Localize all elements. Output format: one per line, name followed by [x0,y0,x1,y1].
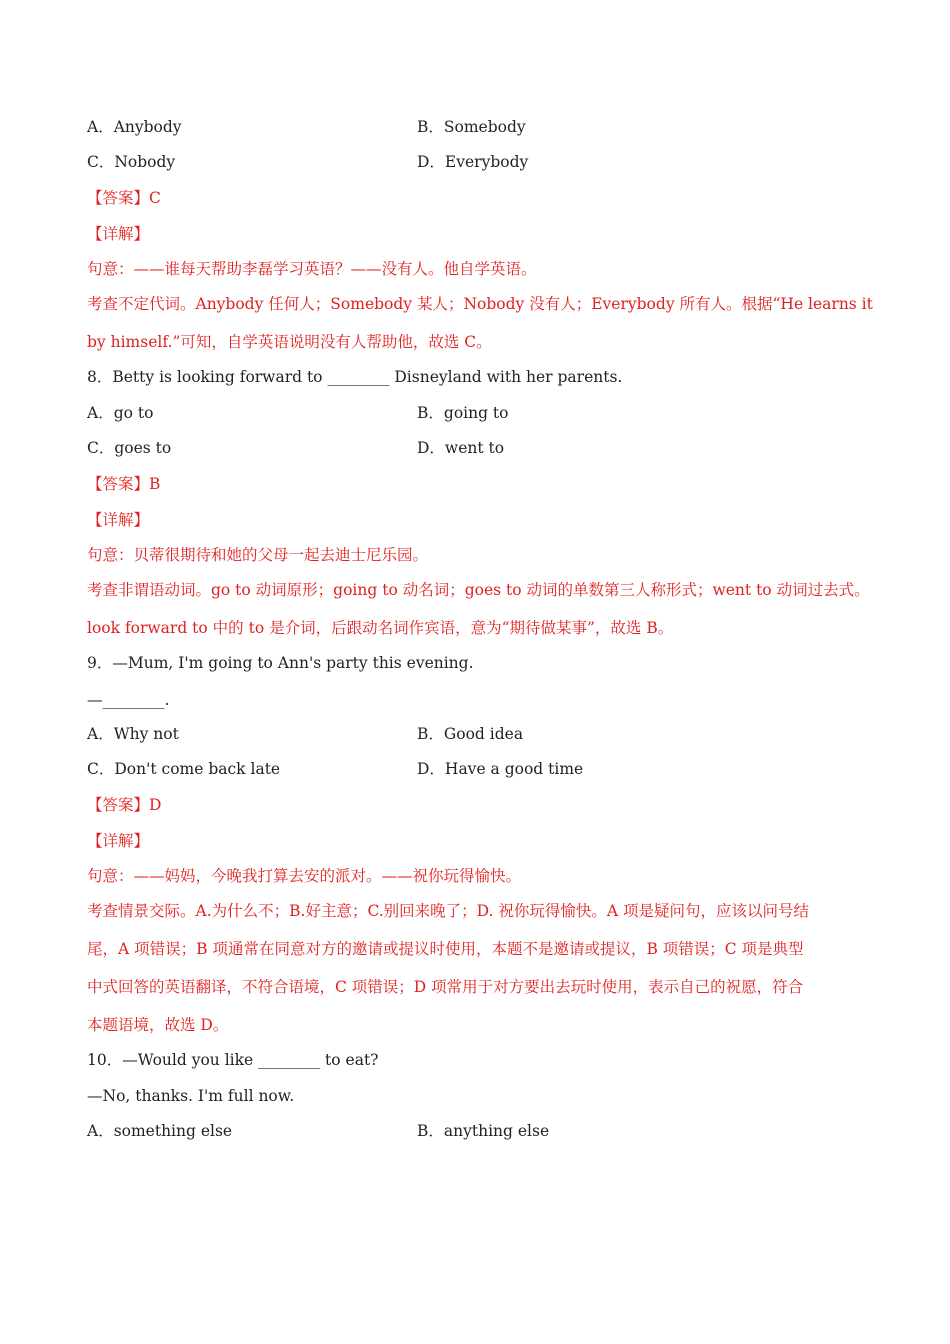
q8-option-c: C．goes to [87,439,172,457]
q9-stem: 9．—Mum, I'm going to Ann's party this evening. [87,654,474,672]
q9-option-c: C．Don't come back late [87,760,281,778]
q8-explanation-line: 考查非谓语动词。go to 动词原形；going to 动名词；goes to 动词的单数第三人称形式；went to 动词过去式。 [87,581,870,599]
q10-option-a: A．something else [87,1122,233,1140]
q10-stem: 10．—Would you like ________ to eat? [87,1051,379,1069]
q9-option-a: A．Why not [87,725,179,743]
q8-option-d: D．went to [417,439,505,457]
q8-meaning: 句意：贝蒂很期待和她的父母一起去迪士尼乐园。 [87,546,429,564]
q8-explanation-line: look forward to 中的 to 是介词，后跟动名词作宾语，意为“期待做某事”，故选 B。 [87,619,674,637]
q8-option-b: B．going to [417,404,509,422]
q10-stem-reply: —No, thanks. I'm full now. [87,1087,295,1105]
q7-detail-header: 【详解】 [87,225,150,243]
q10-option-b: B．anything else [417,1122,550,1140]
q7-answer: 【答案】C [87,189,161,207]
q7-option-b: B．Somebody [417,118,526,136]
q9-meaning: 句意：——妈妈，今晚我打算去安的派对。——祝你玩得愉快。 [87,867,522,885]
q9-explanation-line: 尾，A 项错误；B 项通常在同意对方的邀请或提议时使用，本题不是邀请或提议，B 项错误；C 项是典型 [87,940,804,958]
q9-answer: 【答案】D [87,796,162,814]
q9-explanation-line: 本题语境，故选 D。 [87,1016,229,1034]
q8-stem: 8．Betty is looking forward to ________ Disneyland with her parents. [87,368,623,386]
q9-explanation-line: 考查情景交际。A.为什么不；B.好主意；C.别回来晚了；D. 祝你玩得愉快。A 项是疑问句，应该以问号结 [87,902,810,920]
q9-detail-header: 【详解】 [87,832,150,850]
q8-detail-header: 【详解】 [87,511,150,529]
q9-option-d: D．Have a good time [417,760,584,778]
q7-option-a: A．Anybody [87,118,182,136]
q7-explanation-line: 考查不定代词。Anybody 任何人；Somebody 某人；Nobody 没有人；Everybody 所有人。根据“He learns it [87,295,873,313]
q7-meaning: 句意：——谁每天帮助李磊学习英语？——没有人。他自学英语。 [87,260,537,278]
q7-option-c: C．Nobody [87,153,176,171]
q7-explanation-line: by himself.”可知，自学英语说明没有人帮助他，故选 C。 [87,333,492,351]
q9-option-b: B．Good idea [417,725,524,743]
q8-option-a: A．go to [87,404,154,422]
q9-stem-reply: —________. [87,691,170,709]
q7-option-d: D．Everybody [417,153,529,171]
q9-explanation-line: 中式回答的英语翻译，不符合语境，C 项错误；D 项常用于对方要出去玩时使用，表示自己的祝愿，符合 [87,978,804,996]
q8-answer: 【答案】B [87,475,161,493]
